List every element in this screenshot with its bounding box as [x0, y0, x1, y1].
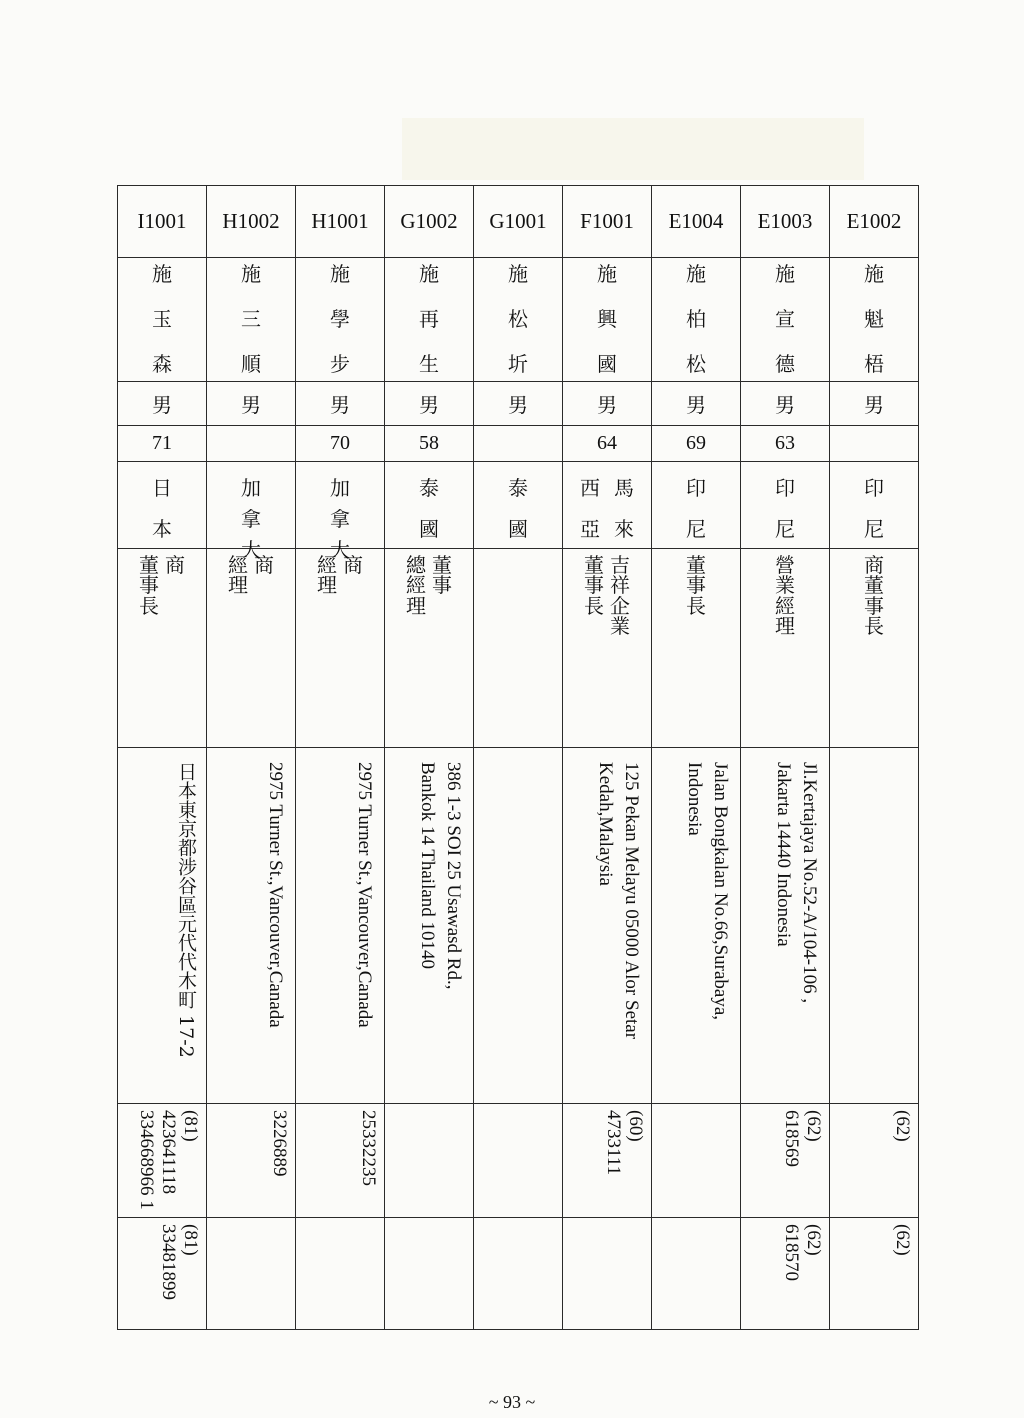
member-telephone-cell [207, 1104, 296, 1218]
name-char: 國 [597, 352, 617, 376]
name-char: 柏 [686, 307, 706, 331]
telephone-line: (62) [892, 1110, 913, 1142]
member-name-cell [830, 258, 919, 382]
member-name-cell [385, 258, 474, 382]
member-id-cell: E1002 [830, 186, 919, 258]
nationality-char: 本 [152, 517, 172, 541]
member-age-cell [207, 426, 296, 462]
name-char: 生 [419, 352, 439, 376]
occupation-char: 董 [432, 553, 452, 577]
occupation-column [432, 555, 452, 616]
address-lines [385, 748, 473, 1102]
member-id-cell: E1003 [741, 186, 830, 258]
member-address-cell [474, 748, 563, 1104]
row-telephone [118, 1104, 919, 1218]
nationality-char: 尼 [775, 517, 795, 541]
name-char: 梧 [864, 352, 884, 376]
telephone-lines [563, 1104, 651, 1175]
name-char: 施 [152, 262, 172, 286]
occupation-char: 理 [406, 593, 426, 618]
nationality-char: 印 [864, 476, 884, 500]
occupation-columns [652, 549, 740, 616]
telephone-line: 334668966 1 [136, 1110, 157, 1210]
address-lines [830, 748, 918, 754]
occupation-column [775, 555, 795, 637]
member-fax-cell [652, 1218, 741, 1330]
fax-lines [652, 1218, 740, 1224]
member-nationality-cell [652, 462, 741, 549]
row-nationality [118, 462, 919, 549]
member-telephone-cell [385, 1104, 474, 1218]
address-line: 日本東京都涉谷區元代代木町 17-2 [175, 762, 197, 1058]
address-lines [741, 748, 829, 1102]
occupation-char: 董 [864, 573, 884, 598]
nationality-columns [207, 462, 295, 562]
address-line: 386 1-3 SOI 25 Usawasd Rd., [443, 762, 464, 990]
nationality-char: 泰 [508, 476, 528, 500]
name-char: 三 [241, 307, 261, 331]
address-line: Jalan Bongkalan No.66,Surabaya, [710, 762, 731, 1021]
occupation-char: 事 [584, 573, 604, 598]
member-age-cell: 63 [741, 426, 830, 462]
member-name [118, 258, 206, 374]
nationality-column [152, 472, 172, 542]
telephone-line: 4733111 [603, 1110, 624, 1176]
address-lines [207, 748, 295, 1102]
occupation-char: 長 [864, 614, 884, 639]
member-name-cell [474, 258, 563, 382]
occupation-column [165, 555, 185, 616]
page-number: ~ 93 ~ [488, 1392, 536, 1412]
member-sex-cell: 男 [118, 382, 207, 426]
nationality-char: 馬 [614, 476, 634, 500]
nationality-columns [296, 462, 384, 562]
nationality-char: 亞 [580, 517, 600, 541]
member-sex-cell: 男 [830, 382, 919, 426]
nationality-column [241, 472, 261, 562]
member-occupation-cell [118, 549, 207, 748]
occupation-char: 企 [610, 593, 630, 618]
occupation-char: 商 [165, 553, 185, 577]
member-name [652, 258, 740, 374]
member-address-cell [741, 748, 830, 1104]
nationality-char: 加 [241, 476, 261, 500]
row-id [118, 186, 919, 258]
member-nationality-cell [118, 462, 207, 549]
fax-lines [474, 1218, 562, 1224]
member-occupation-cell [296, 549, 385, 748]
member-id-cell: H1001 [296, 186, 385, 258]
telephone-line: (62) [803, 1110, 824, 1142]
occupation-char: 經 [317, 553, 337, 577]
member-name [207, 258, 295, 374]
occupation-char: 商 [864, 553, 884, 577]
nationality-char: 國 [508, 517, 528, 541]
nationality-column [864, 472, 884, 542]
member-name [741, 258, 829, 374]
name-char: 施 [508, 262, 528, 286]
telephone-lines [741, 1104, 829, 1167]
member-fax-cell [741, 1218, 830, 1330]
telephone-line: (60) [625, 1110, 646, 1142]
address-line: Jakarta 14440 Indonesia [773, 762, 794, 947]
member-sex-cell: 男 [385, 382, 474, 426]
row-age [118, 426, 919, 462]
member-sex-cell: 男 [207, 382, 296, 426]
member-id-cell: H1002 [207, 186, 296, 258]
nationality-column [580, 472, 600, 542]
member-telephone-cell [118, 1104, 207, 1218]
member-telephone-cell [474, 1104, 563, 1218]
row-occupation [118, 549, 919, 748]
occupation-column [254, 555, 274, 596]
address-lines [118, 748, 206, 1102]
occupation-char: 理 [228, 573, 248, 598]
member-age-cell [830, 426, 919, 462]
name-char: 森 [152, 352, 172, 376]
address-line: Indonesia [684, 762, 705, 836]
row-address [118, 748, 919, 1104]
occupation-char: 長 [139, 593, 159, 618]
occupation-char: 營 [775, 553, 795, 577]
name-char: 施 [597, 262, 617, 286]
member-nationality-cell [830, 462, 919, 549]
name-char: 德 [775, 352, 795, 376]
occupation-char: 長 [686, 593, 706, 618]
name-char: 再 [419, 307, 439, 331]
fax-lines [118, 1218, 206, 1300]
member-telephone-cell [652, 1104, 741, 1218]
occupation-char: 業 [775, 573, 795, 598]
occupation-columns [563, 549, 651, 637]
member-address-cell [563, 748, 652, 1104]
occupation-char: 董 [139, 553, 159, 577]
nationality-column [508, 472, 528, 542]
member-address-cell [652, 748, 741, 1104]
member-nationality-cell [563, 462, 652, 549]
name-char: 興 [597, 307, 617, 331]
name-char: 施 [241, 262, 261, 286]
name-char: 學 [330, 307, 350, 331]
name-char: 宣 [775, 307, 795, 331]
occupation-char: 董 [584, 553, 604, 577]
nationality-columns [118, 462, 206, 548]
member-occupation-cell [830, 549, 919, 748]
telephone-lines [652, 1104, 740, 1110]
occupation-columns [830, 549, 918, 637]
nationality-column [686, 472, 706, 542]
telephone-lines [830, 1104, 918, 1142]
member-nationality-cell [296, 462, 385, 562]
member-age-cell: 71 [118, 426, 207, 462]
occupation-column [228, 555, 248, 596]
member-address-cell [296, 748, 385, 1104]
nationality-columns [385, 462, 473, 548]
member-id-cell: G1002 [385, 186, 474, 258]
occupation-char: 長 [584, 593, 604, 618]
occupation-column [610, 555, 630, 637]
member-address-cell [207, 748, 296, 1104]
occupation-char: 董 [686, 553, 706, 577]
occupation-column [686, 555, 706, 616]
occupation-columns [118, 549, 206, 616]
nationality-char: 拿 [330, 507, 350, 531]
member-name-cell [207, 258, 296, 382]
member-sex-cell: 男 [652, 382, 741, 426]
member-sex-cell: 男 [741, 382, 830, 426]
member-nationality-cell [207, 462, 296, 562]
overseas-member-table [117, 185, 919, 1330]
row-sex [118, 382, 919, 426]
telephone-lines [385, 1104, 473, 1110]
nationality-columns [652, 462, 740, 548]
member-age-cell: 58 [385, 426, 474, 462]
name-char: 施 [419, 262, 439, 286]
fax-line: (62) [892, 1224, 913, 1256]
member-name [474, 258, 562, 374]
name-char: 步 [330, 352, 350, 376]
member-occupation-cell [385, 549, 474, 748]
member-name [385, 258, 473, 374]
nationality-char: 尼 [686, 517, 706, 541]
occupation-char: 祥 [610, 573, 630, 598]
fax-line: (81) [180, 1224, 201, 1256]
nationality-columns [830, 462, 918, 548]
occupation-column [343, 555, 363, 596]
member-occupation-cell [563, 549, 652, 748]
occupation-char: 事 [686, 573, 706, 598]
member-name-cell [563, 258, 652, 382]
nationality-char: 大 [330, 538, 350, 562]
occupation-columns [474, 549, 562, 555]
occupation-char: 業 [610, 614, 630, 639]
member-telephone-cell [830, 1104, 919, 1218]
member-telephone-cell [741, 1104, 830, 1218]
member-name [296, 258, 384, 374]
member-age-cell: 64 [563, 426, 652, 462]
blank-paper-region [402, 118, 864, 180]
member-telephone-cell [563, 1104, 652, 1218]
nationality-char: 泰 [419, 476, 439, 500]
member-telephone-cell [296, 1104, 385, 1218]
member-nationality-cell [474, 462, 563, 549]
row-name [118, 258, 919, 382]
member-fax-cell [474, 1218, 563, 1330]
nationality-char: 國 [419, 517, 439, 541]
telephone-lines [207, 1104, 295, 1177]
nationality-char: 大 [241, 538, 261, 562]
name-char: 圻 [508, 352, 528, 376]
member-name-cell [741, 258, 830, 382]
member-sex-cell: 男 [563, 382, 652, 426]
nationality-column [330, 472, 350, 562]
name-char: 魁 [864, 307, 884, 331]
occupation-char: 經 [228, 553, 248, 577]
fax-line: (62) [803, 1224, 824, 1256]
occupation-char: 經 [775, 593, 795, 618]
occupation-column [317, 555, 337, 596]
member-address-cell [118, 748, 207, 1104]
name-char: 順 [241, 352, 261, 376]
address-line: Bankok 14 Thailand 10140 [417, 762, 438, 970]
nationality-columns [741, 462, 829, 548]
member-occupation-cell [207, 549, 296, 748]
occupation-char: 理 [317, 573, 337, 598]
nationality-char: 來 [614, 517, 634, 541]
occupation-char: 事 [432, 573, 452, 598]
nationality-column [419, 472, 439, 542]
nationality-columns [563, 462, 651, 548]
address-lines [563, 748, 651, 1102]
member-name-cell [652, 258, 741, 382]
nationality-char: 日 [152, 476, 172, 500]
occupation-char: 事 [864, 593, 884, 618]
member-occupation-cell [741, 549, 830, 748]
fax-lines [563, 1218, 651, 1224]
member-name-cell [118, 258, 207, 382]
member-id-cell: G1001 [474, 186, 563, 258]
occupation-char: 吉 [610, 553, 630, 577]
name-char: 施 [775, 262, 795, 286]
member-address-cell [830, 748, 919, 1104]
nationality-column [775, 472, 795, 542]
nationality-char: 印 [775, 476, 795, 500]
member-nationality-cell [385, 462, 474, 549]
address-line: Kedah,Malaysia [595, 762, 616, 886]
occupation-column [406, 555, 426, 616]
member-age-cell: 69 [652, 426, 741, 462]
name-char: 施 [686, 262, 706, 286]
telephone-line: 25332235 [358, 1110, 379, 1186]
row-fax [118, 1218, 919, 1330]
address-lines [474, 748, 562, 754]
occupation-column [139, 555, 159, 616]
member-fax-cell [385, 1218, 474, 1330]
telephone-line: 423641118 [158, 1110, 179, 1195]
occupation-column [864, 555, 884, 637]
occupation-column [584, 555, 604, 637]
member-occupation-cell [474, 549, 563, 748]
name-char: 施 [864, 262, 884, 286]
occupation-char: 商 [343, 553, 363, 577]
telephone-lines [118, 1104, 206, 1210]
address-line: 2975 Turner St.,Vancouver,Canada [354, 762, 375, 1028]
nationality-column [614, 472, 634, 542]
telephone-line: (81) [180, 1110, 201, 1142]
name-char: 松 [508, 307, 528, 331]
occupation-char: 經 [406, 573, 426, 598]
fax-line: 33481899 [158, 1224, 179, 1300]
telephone-line: 618569 [781, 1110, 802, 1167]
fax-lines [741, 1218, 829, 1281]
member-age-cell [474, 426, 563, 462]
member-fax-cell [207, 1218, 296, 1330]
address-lines [652, 748, 740, 1102]
nationality-char: 拿 [241, 507, 261, 531]
fax-line: 618570 [781, 1224, 802, 1281]
occupation-columns [385, 549, 473, 616]
nationality-columns [474, 462, 562, 548]
nationality-char: 西 [580, 476, 600, 500]
fax-lines [207, 1218, 295, 1224]
member-fax-cell [563, 1218, 652, 1330]
telephone-lines [474, 1104, 562, 1110]
occupation-char: 總 [406, 553, 426, 577]
member-name [563, 258, 651, 374]
member-nationality-cell [741, 462, 830, 549]
member-sex-cell: 男 [296, 382, 385, 426]
fax-lines [830, 1218, 918, 1256]
telephone-lines [296, 1104, 384, 1186]
address-line: 2975 Turner St.,Vancouver,Canada [265, 762, 286, 1028]
member-id-cell: F1001 [563, 186, 652, 258]
address-lines [296, 748, 384, 1102]
fax-lines [296, 1218, 384, 1224]
telephone-line: 3226889 [269, 1110, 290, 1177]
member-fax-cell [830, 1218, 919, 1330]
address-line: Jl.Kertajaya No.52-A/104-106 , [799, 762, 820, 1004]
member-id-cell: I1001 [118, 186, 207, 258]
nationality-char: 加 [330, 476, 350, 500]
name-char: 松 [686, 352, 706, 376]
occupation-columns [741, 549, 829, 637]
member-name [830, 258, 918, 374]
nationality-char: 尼 [864, 517, 884, 541]
nationality-char: 印 [686, 476, 706, 500]
member-sex-cell: 男 [474, 382, 563, 426]
name-char: 施 [330, 262, 350, 286]
address-line: 125 Pekan Melayu 05000 Alor Setar [621, 762, 642, 1040]
member-age-cell: 70 [296, 426, 385, 462]
name-char: 玉 [152, 307, 172, 331]
member-address-cell [385, 748, 474, 1104]
fax-lines [385, 1218, 473, 1224]
member-id-cell: E1004 [652, 186, 741, 258]
occupation-char: 事 [139, 573, 159, 598]
member-fax-cell [118, 1218, 207, 1330]
occupation-char: 理 [775, 614, 795, 639]
member-name-cell [296, 258, 385, 382]
occupation-char: 商 [254, 553, 274, 577]
member-occupation-cell [652, 549, 741, 748]
member-fax-cell [296, 1218, 385, 1330]
